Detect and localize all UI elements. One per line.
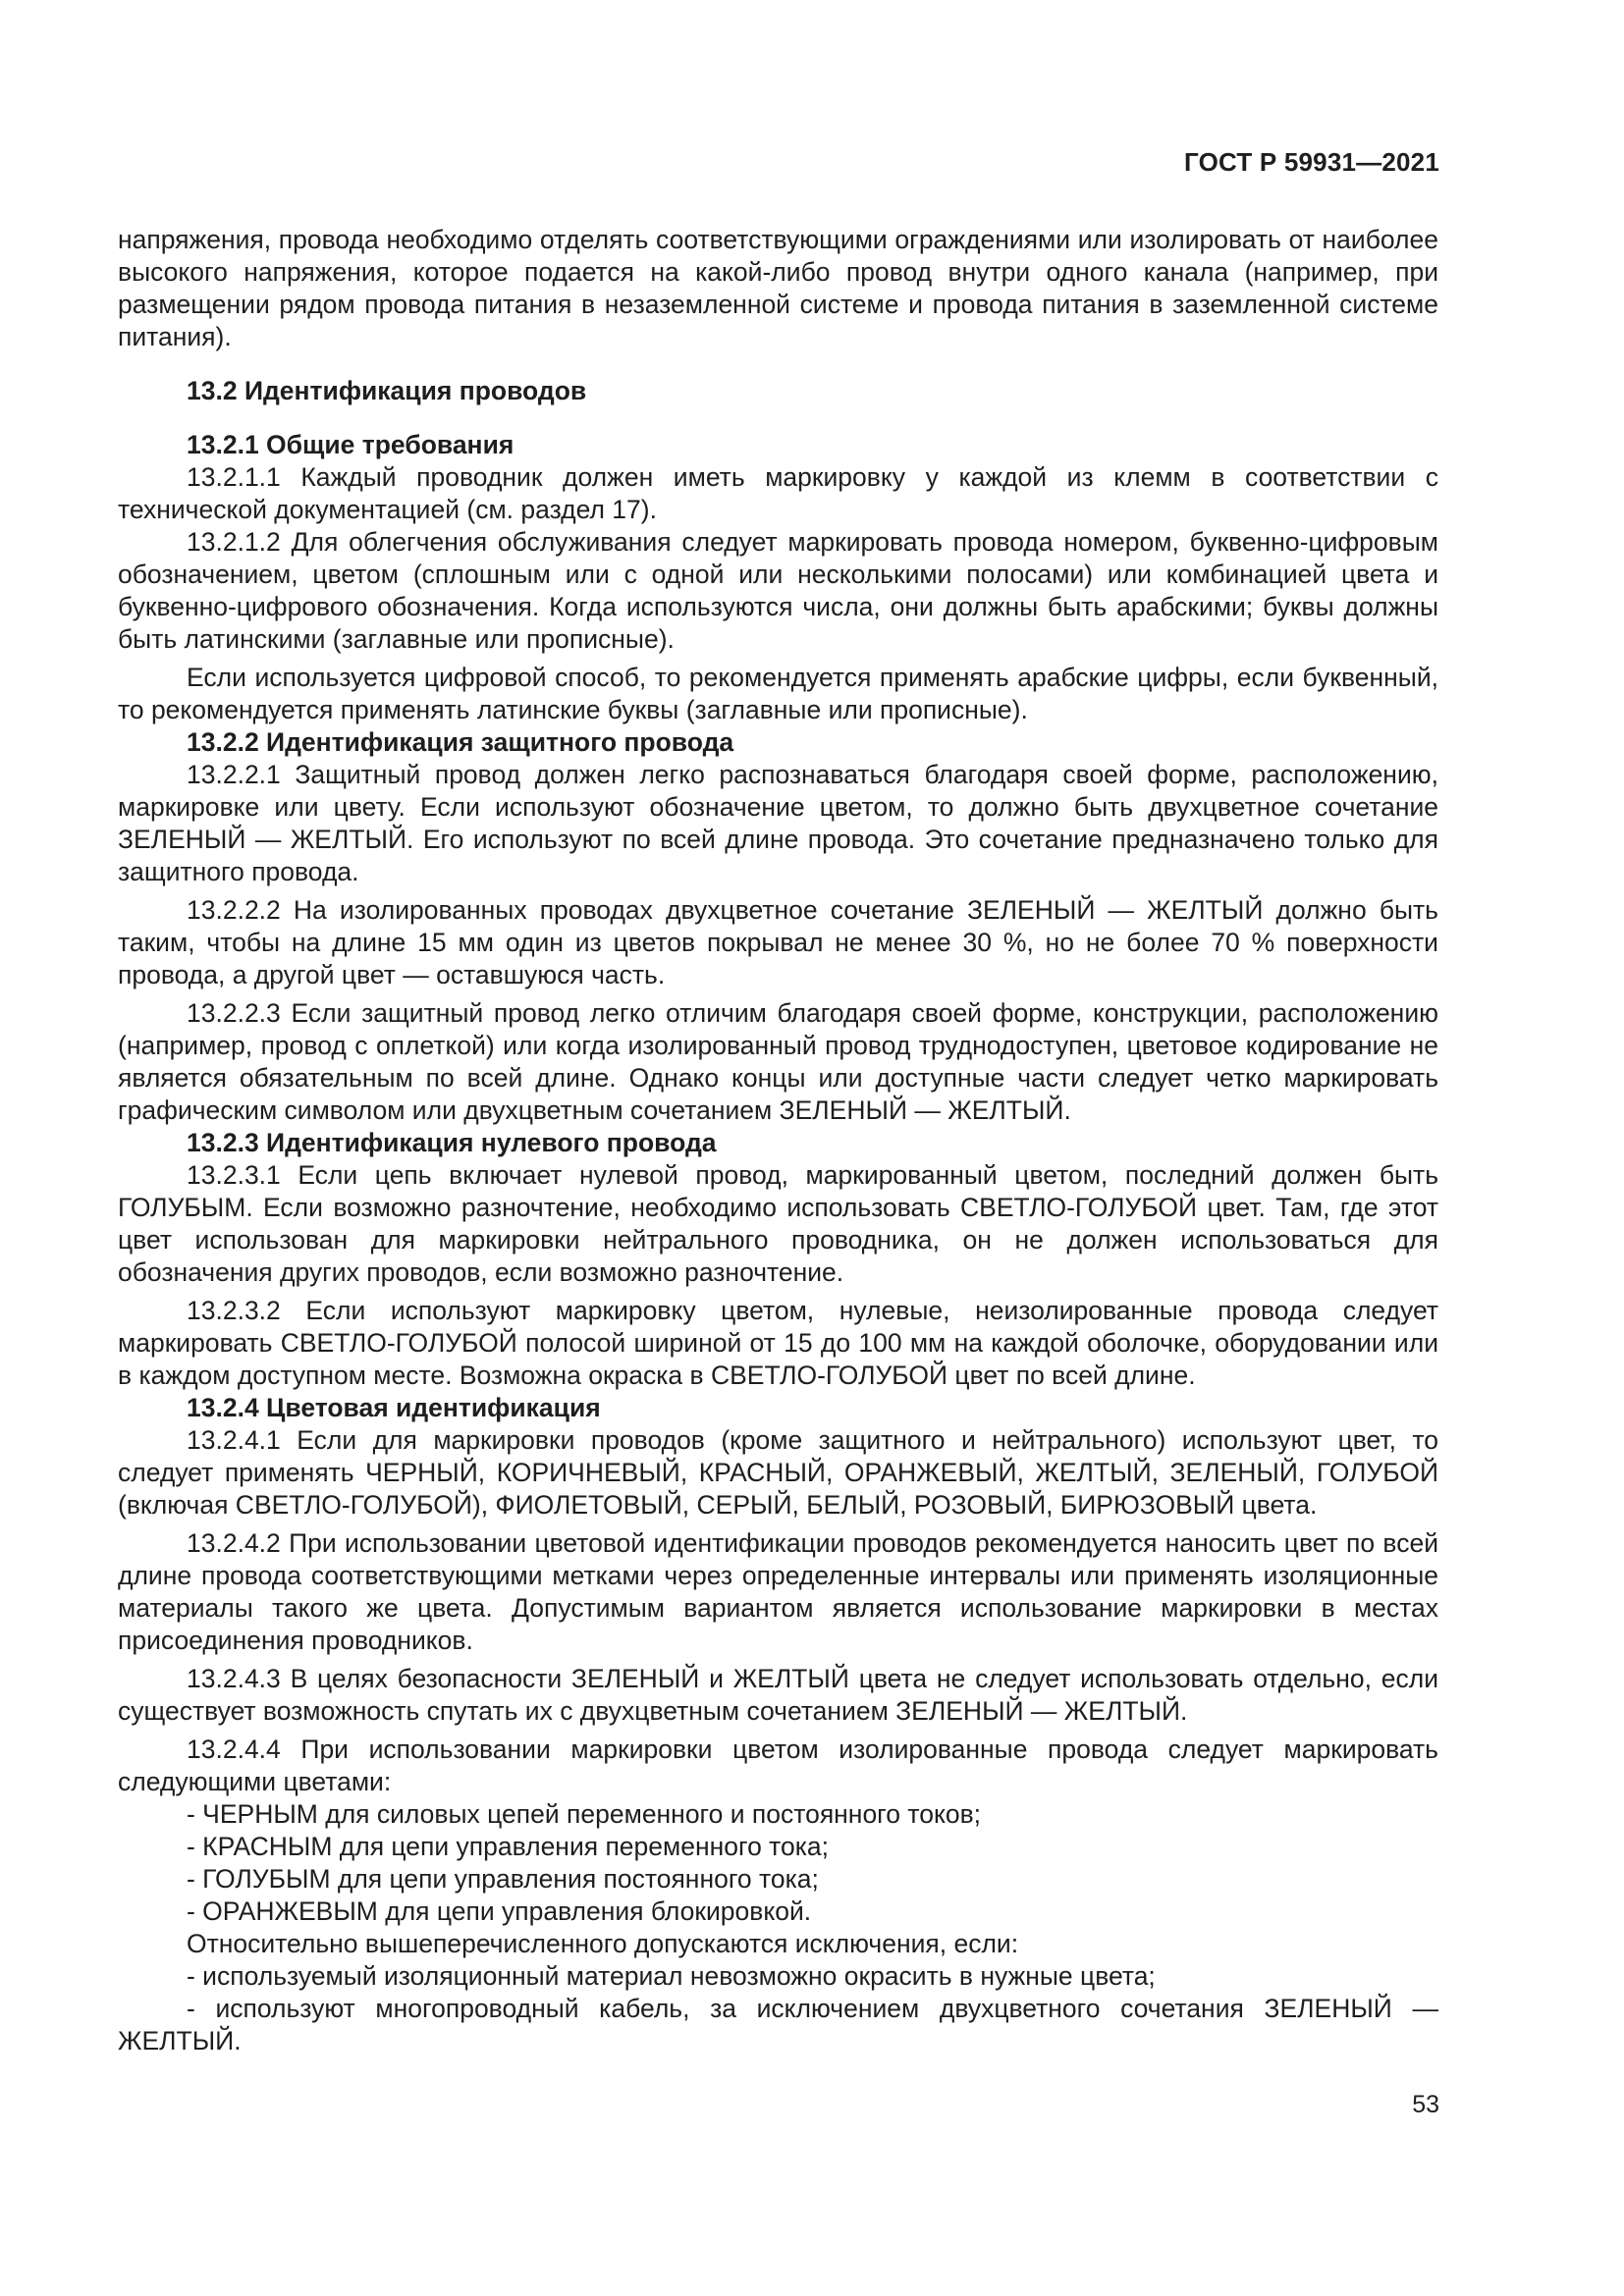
document-code-header: ГОСТ Р 59931—2021	[1184, 147, 1439, 177]
paragraph-13-2-2-1: 13.2.2.1 Защитный провод должен легко распознаваться благодаря своей форме, расположению, маркировке или цвету. Если используют обозначение цветом, то должно быть двухцветное сочетание ЗЕЛЕНЫЙ — ЖЕЛТЫЙ. Его используют по всей длине провода. Это сочетание предназначено только для защитного провода.	[118, 760, 1438, 886]
paragraph-13-2-4-1: 13.2.4.1 Если для маркировки проводов (кроме защитного и нейтрального) используют цвет, то следует применять ЧЕРНЫЙ, КОРИЧНЕВЫЙ, КРАСНЫЙ, ОРАНЖЕВЫЙ, ЖЕЛТЫЙ, ЗЕЛЕНЫЙ, ГОЛУБОЙ (включая СВЕТЛО-ГОЛУБОЙ), ФИОЛЕТОВЫЙ, СЕРЫЙ, БЕЛЫЙ, РОЗОВЫЙ, БИРЮЗОВЫЙ цвета.	[118, 1425, 1438, 1520]
paragraph-13-2-3-2: 13.2.3.2 Если используют маркировку цветом, нулевые, неизолированные провода следует маркировать СВЕТЛО-ГОЛУБОЙ полосой шириной от 15 до 100 мм на каждой оболочке, оборудовании или в каждом доступном месте. Возможна окраска в СВЕТЛО-ГОЛУБОЙ цвет по всей длине.	[118, 1296, 1438, 1390]
paragraph-13-2-1-2-continued: Если используется цифровой способ, то рекомендуется применять арабские цифры, если буквенный, то рекомендуется применять латинские буквы (заглавные или прописные).	[118, 663, 1438, 724]
paragraph-13-2-4-3: 13.2.4.3 В целях безопасности ЗЕЛЕНЫЙ и ЖЕЛТЫЙ цвета не следует использовать отдельно, если существует возможность спутать их с двухцветным сочетанием ЗЕЛЕНЫЙ — ЖЕЛТЫЙ.	[118, 1664, 1438, 1726]
paragraph-13-2-2-2: 13.2.2.2 На изолированных проводах двухцветное сочетание ЗЕЛЕНЫЙ — ЖЕЛТЫЙ должно быть таким, чтобы на длине 15 мм один из цветов покрывал не менее 30 %, но не более 70 % поверхности провода, а другой цвет — оставшуюся часть.	[118, 895, 1438, 989]
subsection-heading-13-2-2: 13.2.2 Идентификация защитного провода	[187, 727, 734, 757]
subsection-heading-13-2-1: 13.2.1 Общие требования	[187, 430, 514, 459]
list-item-color: - КРАСНЫМ для цепи управления переменного тока;	[187, 1832, 830, 1861]
page-body	[118, 224, 1438, 2057]
list-item-exception: - используемый изоляционный материал невозможно окрасить в нужные цвета;	[187, 1961, 1156, 1991]
paragraph-intro: напряжения, провода необходимо отделять соответствующими ограждениями или изолировать от наиболее высокого напряжения, которое подается на какой-либо провод внутри одного канала (например, при размещении рядом провода питания в незаземленной системе и провода питания в заземленной системе питания).	[118, 225, 1438, 351]
paragraph-13-2-1-2: 13.2.1.2 Для облегчения обслуживания следует маркировать провода номером, буквенно-цифровым обозначением, цветом (сплошным или с одной или несколькими полосами) или комбинацией цвета и буквенно-цифрового обозначения. Когда используются числа, они должны быть арабскими; буквы должны быть латинскими (заглавные или прописные).	[118, 527, 1438, 654]
list-item-color: - ЧЕРНЫМ для силовых цепей переменного и постоянного токов;	[187, 1799, 982, 1829]
paragraph-13-2-2-3: 13.2.2.3 Если защитный провод легко отличим благодаря своей форме, конструкции, расположению (например, провод с оплеткой) или когда изолированный провод труднодоступен, цветовое кодирование не является обязательным по всей длине. Однако концы или доступные части следует четко маркировать графическим символом или двухцветным сочетанием ЗЕЛЕНЫЙ — ЖЕЛТЫЙ.	[118, 998, 1438, 1125]
subsection-heading-13-2-3: 13.2.3 Идентификация нулевого провода	[187, 1128, 717, 1157]
paragraph-13-2-3-1: 13.2.3.1 Если цепь включает нулевой провод, маркированный цветом, последний должен быть ГОЛУБЫМ. Если возможно разночтение, необходимо использовать СВЕТЛО-ГОЛУБОЙ цвет. Там, где этот цвет использован для маркировки нейтрального проводника, он не должен использоваться для обозначения других проводов, если возможно разночтение.	[118, 1160, 1438, 1287]
section-heading-13-2: 13.2 Идентификация проводов	[187, 376, 587, 405]
paragraph-13-2-1-1: 13.2.1.1 Каждый проводник должен иметь маркировку у каждой из клемм в соответствии с технической документацией (см. раздел 17).	[118, 462, 1438, 524]
subsection-heading-13-2-4: 13.2.4 Цветовая идентификация	[187, 1393, 601, 1422]
list-item-exception: - используют многопроводный кабель, за исключением двухцветного сочетания ЗЕЛЕНЫЙ — ЖЕЛТЫЙ.	[118, 1994, 1438, 2056]
list-item-color: - ОРАНЖЕВЫМ для цепи управления блокировкой.	[187, 1896, 812, 1926]
paragraph-13-2-4-4: 13.2.4.4 При использовании маркировки цветом изолированные провода следует маркировать следующими цветами:	[118, 1735, 1438, 1796]
list-item-color: - ГОЛУБЫМ для цепи управления постоянного тока;	[187, 1864, 819, 1894]
paragraph-13-2-4-2: 13.2.4.2 При использовании цветовой идентификации проводов рекомендуется наносить цвет по всей длине провода соответствующими метками через определенные интервалы или применять изоляционные материалы такого же цвета. Допустимым вариантом является использование маркировки в местах присоединения проводников.	[118, 1528, 1438, 1655]
page-number: 53	[1412, 2091, 1439, 2118]
paragraph-exceptions: Относительно вышеперечисленного допускаются исключения, если:	[187, 1929, 1019, 1958]
